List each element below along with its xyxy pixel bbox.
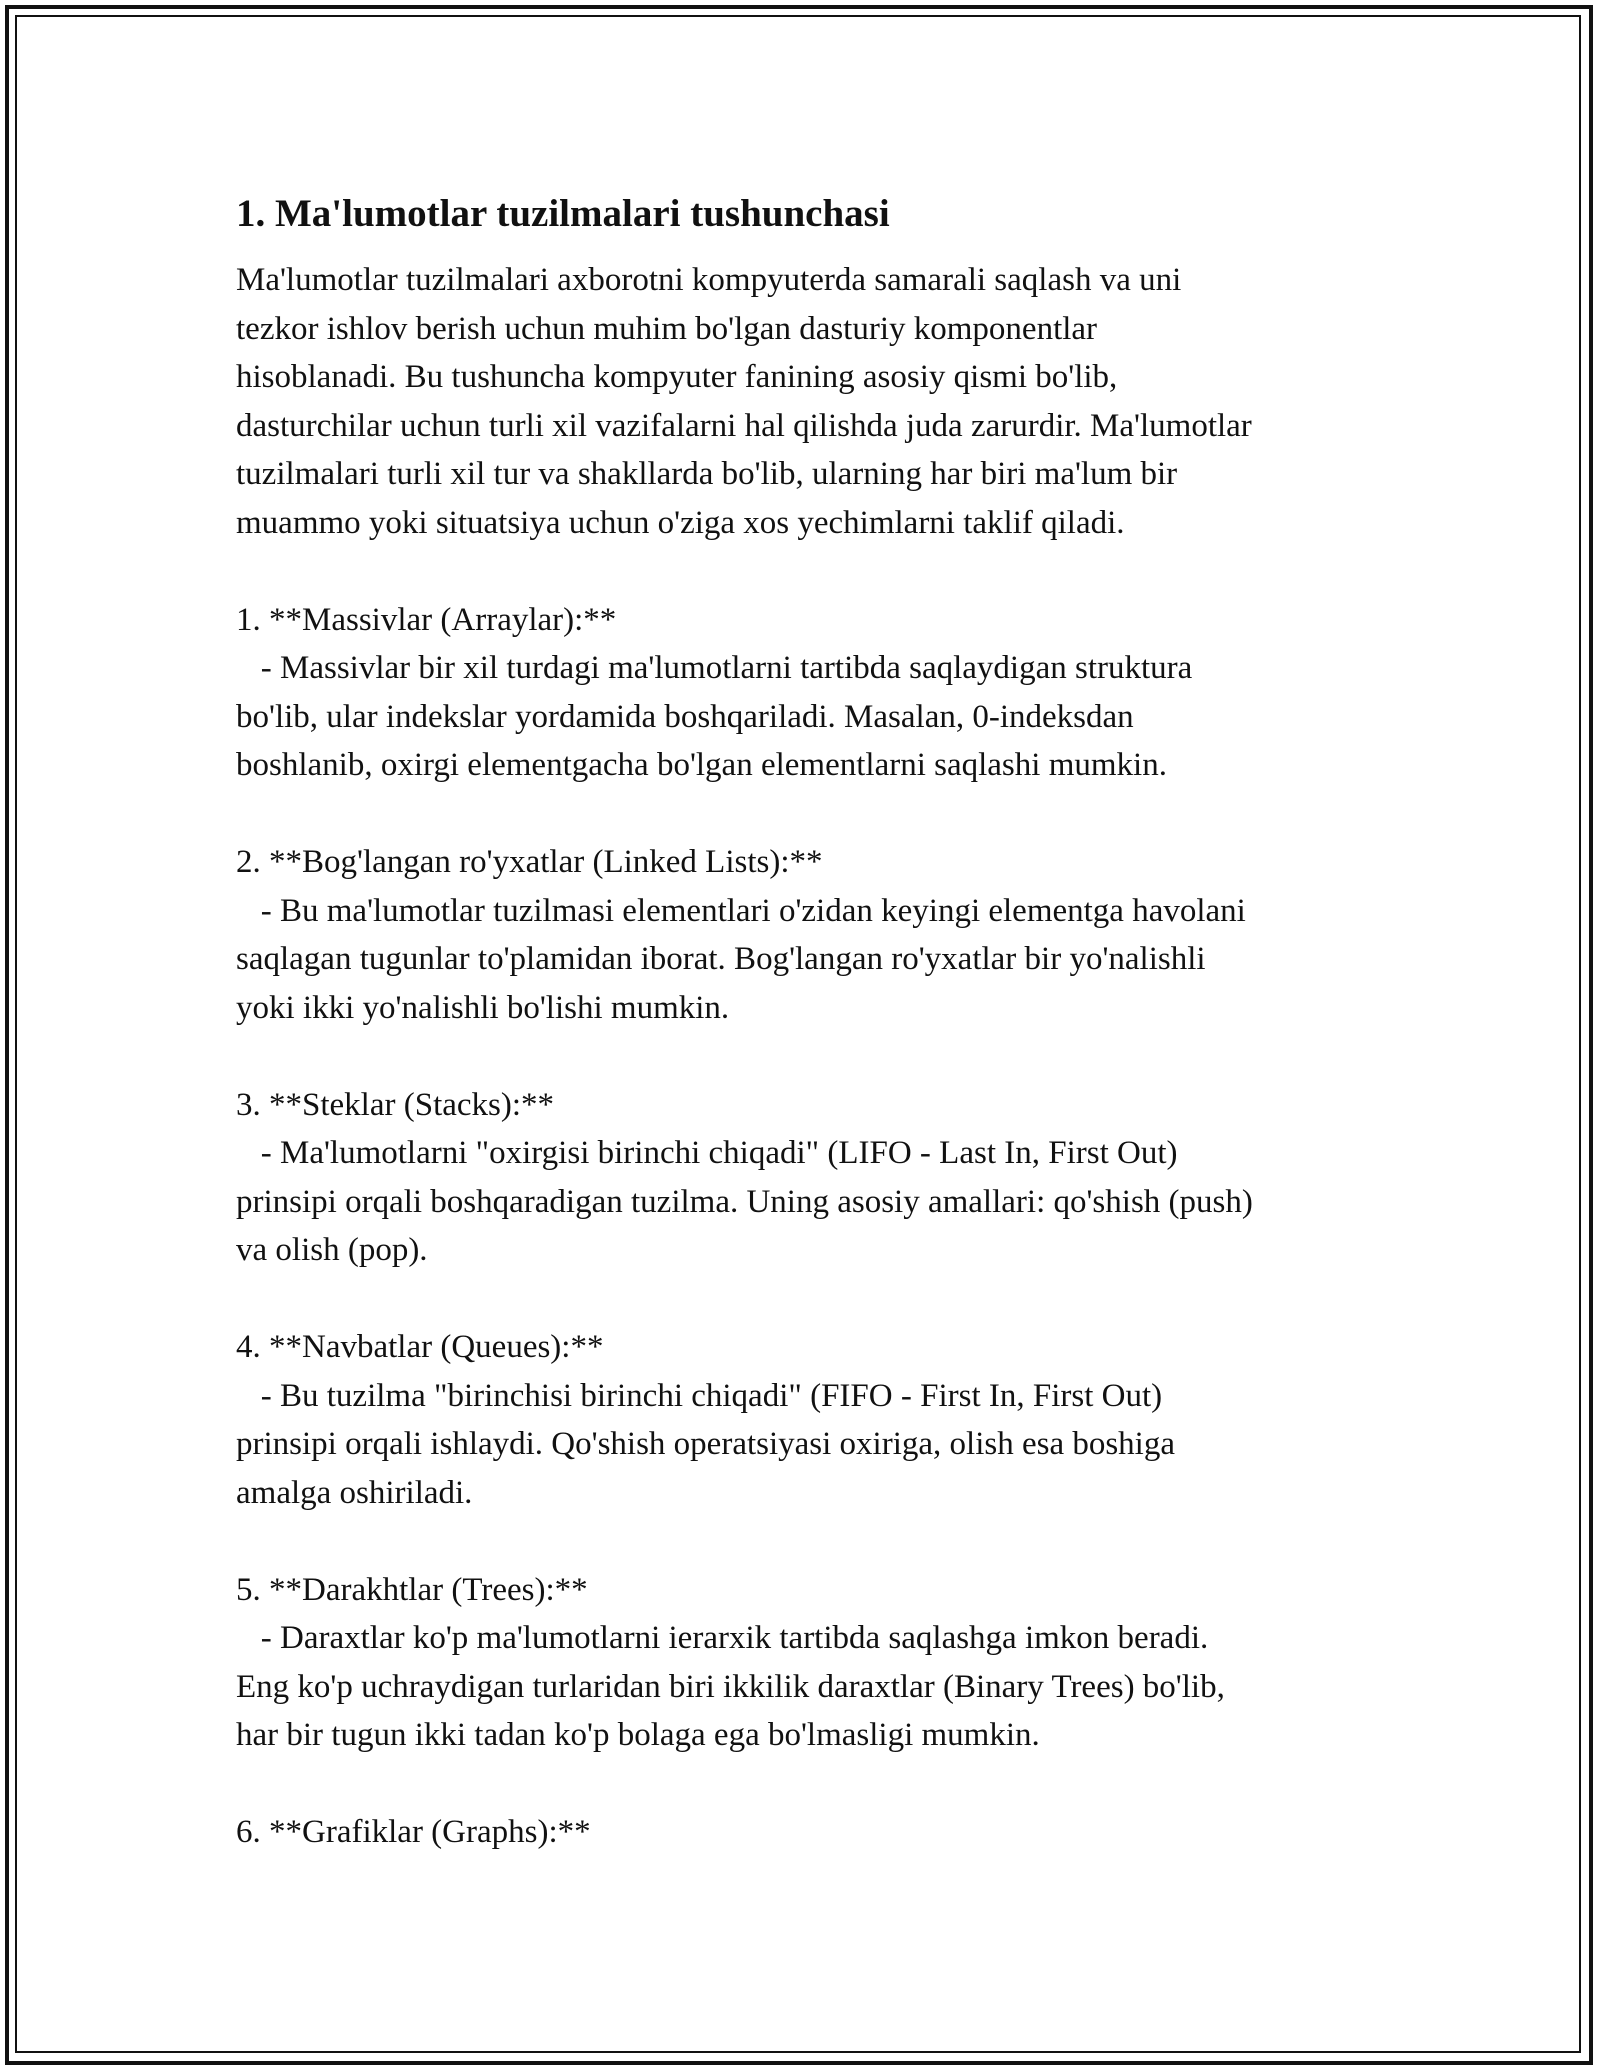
list-item-title: 1. **Massivlar (Arraylar):** [236,601,617,638]
list-item-description: - Daraxtlar ko'p ma'lumotlarni ierarxik tartibda saqlashga imkon beradi. Eng ko'p uchraydigan turlaridan biri ikkilik daraxtlar (Binary Trees) bo'lib, har bir tugun ikki tadan ko'p bolaga ega bo'lmasligi mumkin. [236,1620,1225,1753]
list-item-title: 2. **Bog'langan ro'yxatlar (Linked Lists):** [236,844,823,880]
document-content [236,190,1396,1857]
list-item-description: - Ma'lumotlarni "oxirgisi birinchi chiqadi" (LIFO - Last In, First Out) prinsipi orqali boshqaradigan tuzilma. Uning asosiy amallari: qo'shish (push) va olish (pop). [236,1135,1253,1268]
list-item-description: - Bu ma'lumotlar tuzilmasi elementlari o'zidan keyingi elementga havolani saqlagan tugunlar to'plamidan iborat. Bog'langan ro'yxatlar bir yo'nalishli yoki ikki yo'nalishli bo'lishi mumkin. [236,892,1246,1026]
list-item-title: 3. **Steklar (Stacks):** [236,1086,555,1123]
list-item-title: 6. **Grafiklar (Graphs):** [236,1814,591,1850]
section-heading: 1. Ma'lumotlar tuzilmalari tushunchasi [236,192,890,235]
list-item-queues [236,1323,1396,1517]
list-item-description: - Massivlar bir xil turdagi ma'lumotlarni tartibda saqlaydigan struktura bo'lib, ular indekslar yordamida boshqariladi. Masalan, 0-indeksdan boshlanib, oxirgi elementgacha bo'lgan elementlarni saqlashi mumkin. [236,650,1193,783]
list-item-title: 4. **Navbatlar (Queues):** [236,1329,604,1365]
list-item-title: 5. **Darakhtlar (Trees):** [236,1571,588,1608]
list-item-stacks [236,1081,1396,1275]
list-item-trees [236,1566,1396,1760]
list-item-description: - Bu tuzilma "birinchisi birinchi chiqadi" (FIFO - First In, First Out) prinsipi orqali ishlaydi. Qo'shish operatsiyasi oxiriga, olish esa boshiga amalga oshiriladi. [236,1377,1176,1511]
intro-paragraph: Ma'lumotlar tuzilmalari axborotni kompyuterda samarali saqlash va uni tezkor ishlov berish uchun muhim bo'lgan dasturiy komponentlar hisoblanadi. Bu tushuncha kompyuter fanining asosiy qismi bo'lib, dasturchilar uchun turli xil vazifalarni hal qilishda juda zarurdir. Ma'lumotlar tuzilmalari turli xil tur va shakllarda bo'lib, ularning har biri ma'lum bir muammo yoki situatsiya uchun o'ziga xos yechimlarni taklif qiladi. [236,262,1252,541]
list-item-graphs [236,1808,1396,1857]
list-item-arrays [236,596,1396,790]
list-item-linked-lists [236,838,1396,1032]
